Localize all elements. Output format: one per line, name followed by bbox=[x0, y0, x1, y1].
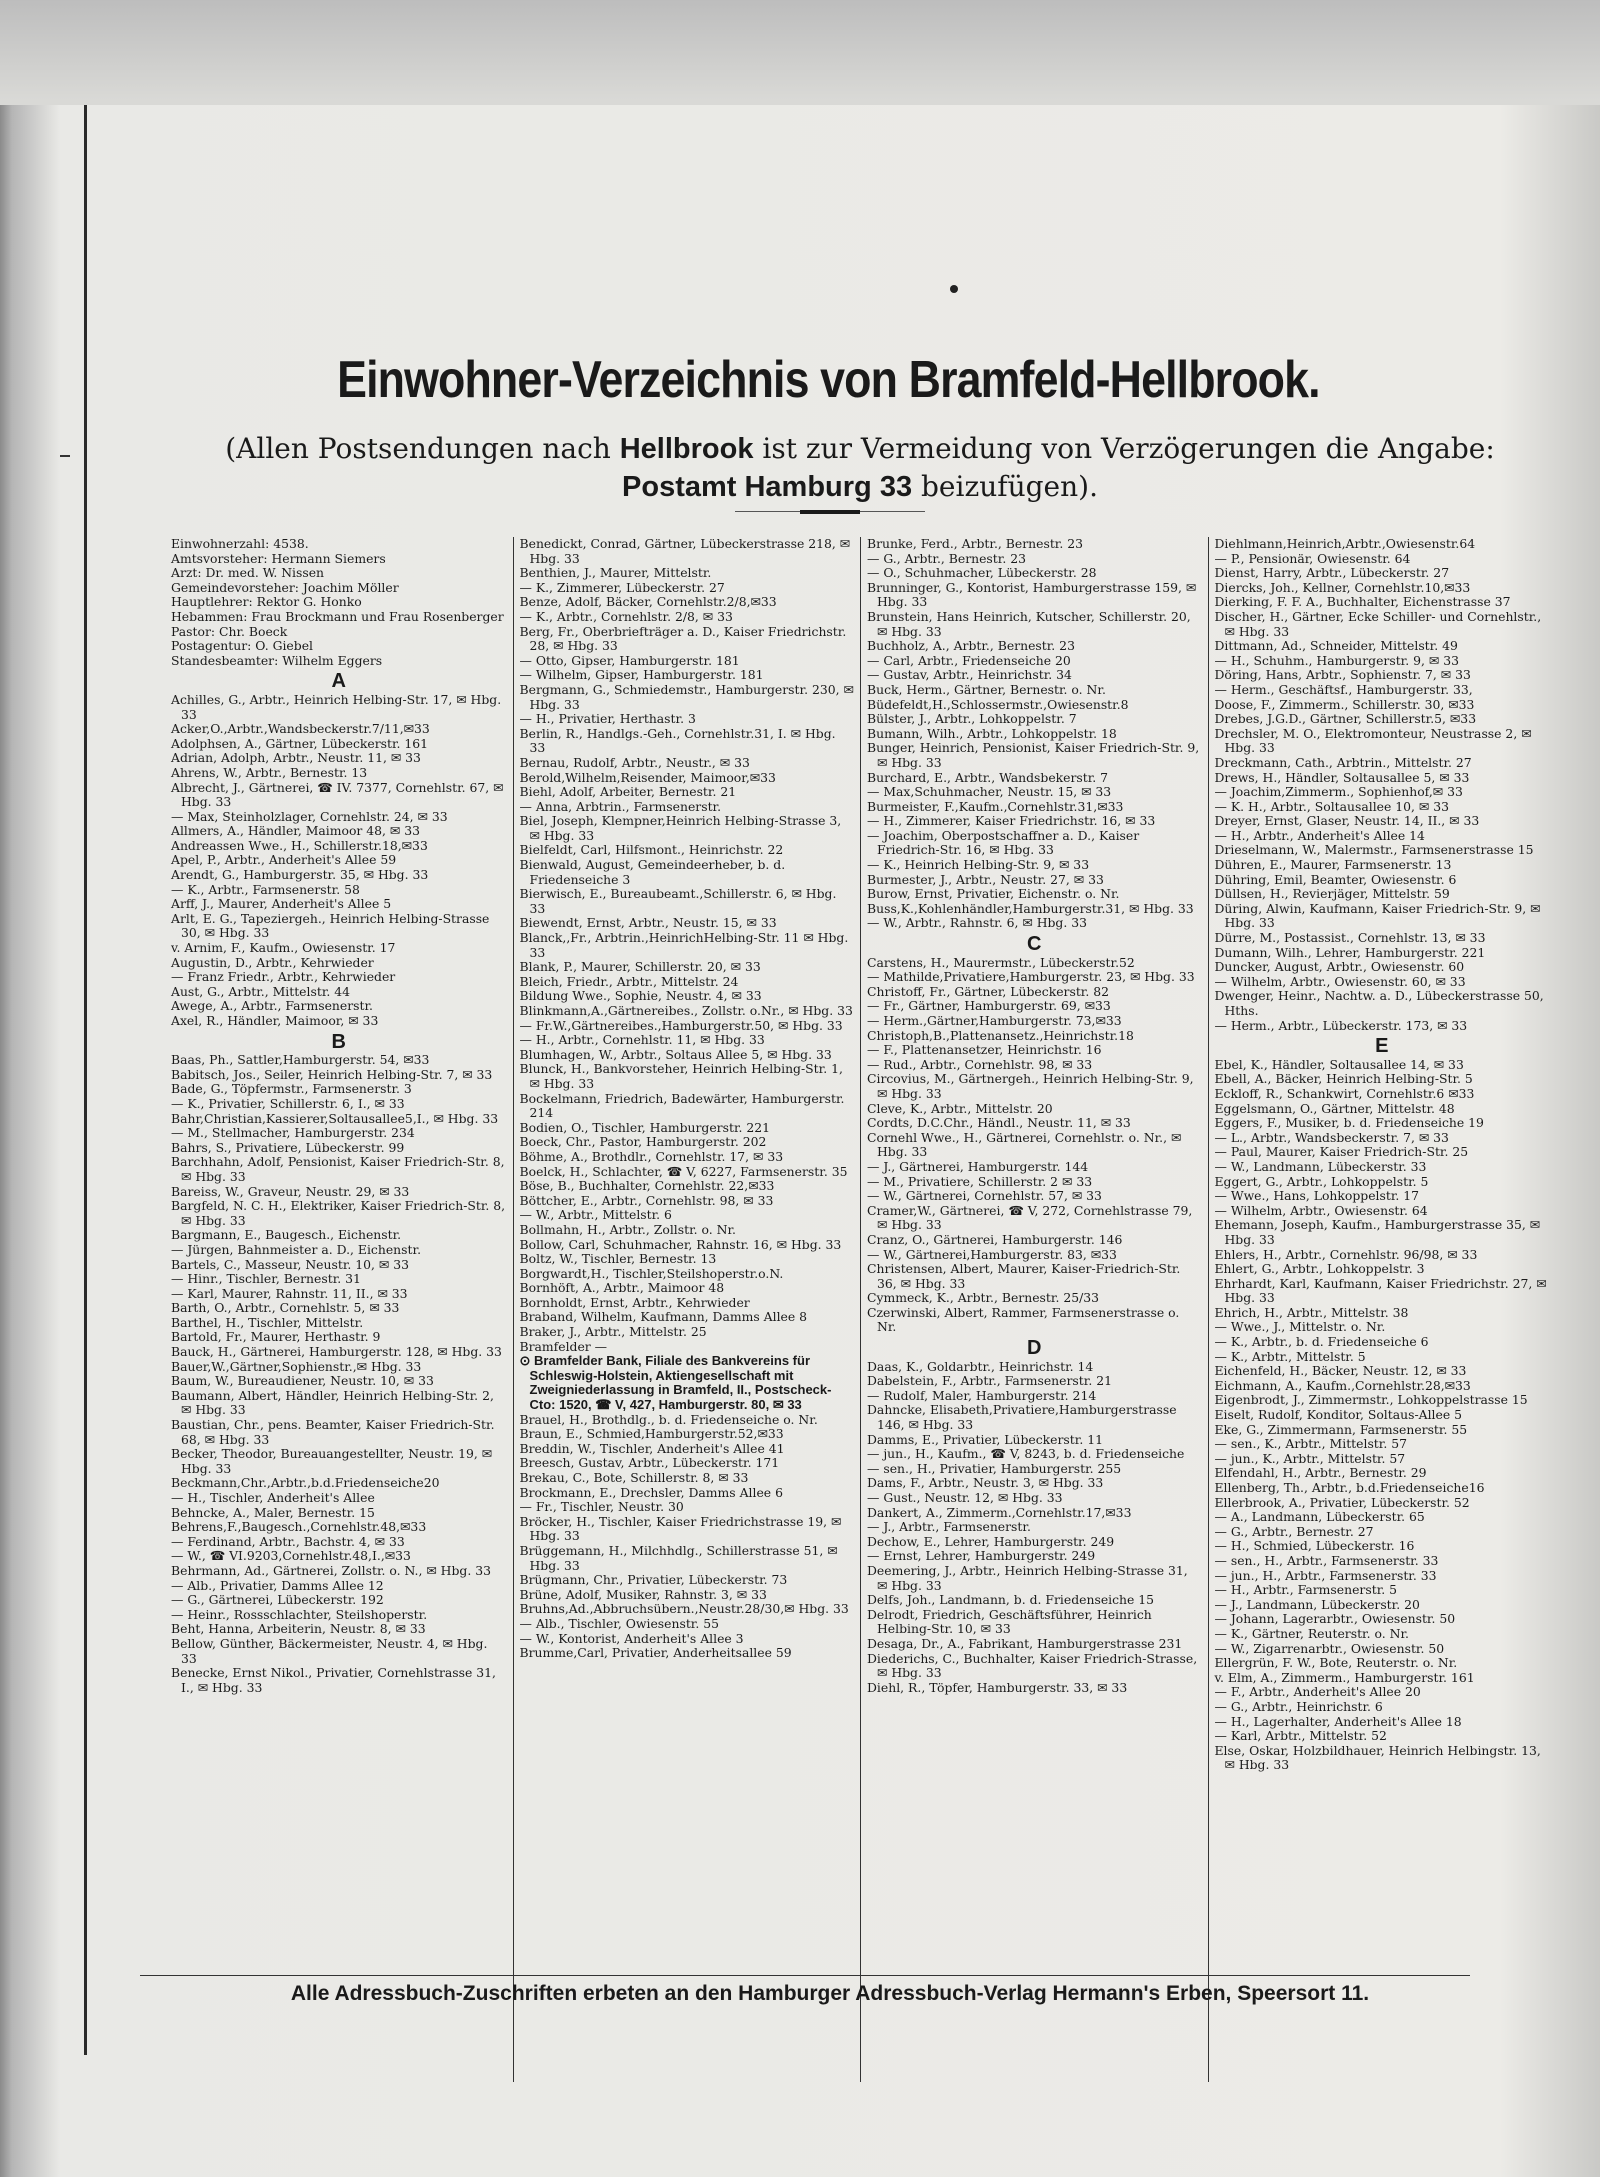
directory-entry: Hauptlehrer: Rektor G. Honko bbox=[171, 594, 362, 610]
subtitle-line2-end: beizufügen). bbox=[921, 470, 1098, 503]
directory-entry: Czerwinski, Albert, Rammer, Farmsenerstrasse o. Nr. bbox=[867, 1304, 1180, 1335]
directory-entry: Bauck, H., Gärtnerei, Hamburgerstr. 128, ✉ Hbg. 33 bbox=[171, 1344, 502, 1360]
directory-entry: Eigenbrodt, J., Zimmermstr., Lohkoppelstrasse 15 bbox=[1214, 1392, 1528, 1408]
directory-entry: — W., ☎ VI.9203,Cornehlstr.48,I.,✉33 bbox=[171, 1548, 411, 1564]
directory-entry: Carstens, H., Maurermstr., Lübeckerstr.52 bbox=[867, 954, 1135, 970]
directory-entry: Drews, H., Händler, Soltausallee 5, ✉ 33 bbox=[1214, 769, 1470, 785]
directory-entry: Eckloff, R., Schankwirt, Cornehlstr.6 ✉33 bbox=[1214, 1085, 1475, 1101]
directory-entry: Ellerbrook, A., Privatier, Lübeckerstr. 52 bbox=[1214, 1494, 1470, 1510]
directory-entry: Bramfelder — bbox=[519, 1338, 608, 1354]
directory-entry: — W., Gärtnerei, Cornehlstr. 57, ✉ 33 bbox=[867, 1188, 1102, 1204]
directory-entry: Ellenberg, Th., Arbtr., b.d.Friedenseiche16 bbox=[1214, 1480, 1485, 1495]
directory-entry: — Herm., Arbtr., Lübeckerstr. 173, ✉ 33 bbox=[1214, 1017, 1468, 1033]
directory-entry: Büdefeldt,H.,Schlossermstr.,Owiesenstr.8 bbox=[867, 696, 1129, 712]
directory-entry: — G., Arbtr., Bernestr. 23 bbox=[867, 550, 1026, 566]
directory-entry: — Rud., Arbtr., Cornehlstr. 98, ✉ 33 bbox=[867, 1056, 1093, 1072]
directory-entry: Adrian, Adolph, Arbtr., Neustr. 11, ✉ 33 bbox=[171, 750, 421, 766]
directory-entry: Eiselt, Rudolf, Konditor, Soltaus-Allee 5 bbox=[1214, 1407, 1463, 1423]
directory-entry: Biewendt, Ernst, Arbtr., Neustr. 15, ✉ 33 bbox=[519, 915, 777, 931]
directory-entry: Braun, E., Schmied,Hamburgerstr.52,✉33 bbox=[519, 1426, 784, 1442]
directory-entry: Ebell, A., Bäcker, Heinrich Helbing-Str. 5 bbox=[1214, 1071, 1473, 1087]
directory-entry: — Gust., Neustr. 12, ✉ Hbg. 33 bbox=[867, 1490, 1063, 1505]
directory-entry: Bröcker, H., Tischler, Kaiser Friedrichstrasse 19, ✉ Hbg. 33 bbox=[519, 1513, 842, 1544]
directory-entry: Dierking, F. F. A., Buchhalter, Eichenstrasse 37 bbox=[1214, 594, 1511, 610]
directory-entry: — Gustav, Arbtr., Heinrichstr. 34 bbox=[867, 667, 1072, 683]
directory-entry: — Paul, Maurer, Kaiser Friedrich-Str. 25 bbox=[1214, 1144, 1469, 1160]
directory-entry: Christensen, Albert, Maurer, Kaiser-Friedrich-Str. 36, ✉ Hbg. 33 bbox=[867, 1261, 1181, 1291]
directory-entry: Benedickt, Conrad, Gärtner, Lübeckerstrasse 218, ✉ Hbg. 33 bbox=[519, 537, 851, 566]
directory-entry: Dittmann, Ad., Schneider, Mittelstr. 49 bbox=[1214, 638, 1458, 654]
directory-entry: v. Elm, A., Zimmerm., Hamburgerstr. 161 bbox=[1214, 1669, 1475, 1685]
directory-entry: — F., Arbtr., Anderheit's Allee 20 bbox=[1214, 1684, 1421, 1700]
directory-entry: — M., Privatiere, Schillerstr. 2 ✉ 33 bbox=[867, 1173, 1093, 1189]
directory-entry: Blinkmann,A.,Gärtnereibes., Zollstr. o.Nr., ✉ Hbg. 33 bbox=[519, 1003, 853, 1018]
directory-entry: — Johann, Lagerarbtr., Owiesenstr. 50 bbox=[1214, 1611, 1456, 1627]
directory-entry: — Max,Schuhmacher, Neustr. 15, ✉ 33 bbox=[867, 784, 1112, 800]
directory-entry: Cramer,W., Gärtnerei, ☎ V, 272, Cornehlstrasse 79, ✉ Hbg. 33 bbox=[867, 1202, 1193, 1233]
page-title: Einwohner-Verzeichnis von Bramfeld-Hellbrook. bbox=[337, 351, 1320, 409]
directory-entry: — M., Stellmacher, Hamburgerstr. 234 bbox=[171, 1125, 415, 1141]
directory-entry: Delfs, Joh., Landmann, b. d. Friedenseiche 15 bbox=[867, 1592, 1155, 1608]
directory-entry: Benze, Adolf, Bäcker, Cornehlstr.2/8,✉33 bbox=[519, 594, 777, 610]
section-letter: A bbox=[331, 670, 346, 693]
directory-entry: — Karl, Arbtr., Mittelstr. 52 bbox=[1214, 1728, 1387, 1744]
directory-entry: Eggert, G., Arbtr., Lohkoppelstr. 5 bbox=[1214, 1173, 1429, 1189]
directory-entry: Borgwardt,H., Tischler,Steilshoperstr.o.N. bbox=[519, 1265, 784, 1281]
directory-entry: — Ferdinand, Arbtr., Bachstr. 4, ✉ 33 bbox=[171, 1533, 405, 1549]
directory-entry: Beckmann,Chr.,Arbtr.,b.d.Friedenseiche20 bbox=[171, 1475, 440, 1491]
directory-entry: — Mathilde,Privatiere,Hamburgerstr. 23, ✉ Hbg. 33 bbox=[867, 969, 1195, 985]
directory-entry: — O., Schuhmacher, Lübeckerstr. 28 bbox=[867, 565, 1097, 581]
directory-column-1 bbox=[165, 537, 513, 2082]
directory-entry: Dahncke, Elisabeth,Privatiere,Hamburgerstrasse 146, ✉ Hbg. 33 bbox=[867, 1402, 1177, 1433]
directory-entry: Eggers, F., Musiker, b. d. Friedenseiche 19 bbox=[1214, 1115, 1484, 1131]
directory-column-3 bbox=[860, 537, 1208, 2082]
directory-entry: — K., Arbtr., Cornehlstr. 2/8, ✉ 33 bbox=[519, 608, 733, 624]
directory-entry: Dumann, Wilh., Lehrer, Hamburgerstr. 221 bbox=[1214, 944, 1486, 960]
section-letter: E bbox=[1375, 1035, 1389, 1058]
directory-entry: Düllsen, H., Revierjäger, Mittelstr. 59 bbox=[1214, 886, 1450, 902]
directory-entry: Acker,O.,Arbtr.,Wandsbeckerstr.7/11,✉33 bbox=[171, 721, 430, 737]
directory-entry: Bahr,Christian,Kassierer,Soltausallee5,I., ✉ Hbg. 33 bbox=[171, 1110, 499, 1126]
directory-entry: — jun., H., Kaufm., ☎ V, 8243, b. d. Friedenseiche bbox=[867, 1446, 1185, 1462]
directory-entry: Brekau, C., Bote, Schillerstr. 8, ✉ 33 bbox=[519, 1470, 749, 1485]
directory-entry: Cranz, O., Gärtnerei, Hamburgerstr. 146 bbox=[867, 1231, 1123, 1247]
directory-entry: — Wilhelm, Arbtr., Owiesenstr. 60, ✉ 33 bbox=[1214, 973, 1466, 989]
directory-entry: Dürre, M., Postassist., Cornehlstr. 13, ✉ 33 bbox=[1214, 930, 1486, 946]
directory-entry: Dreckmann, Cath., Arbtrin., Mittelstr. 27 bbox=[1214, 754, 1472, 770]
directory-entry: — K., Privatier, Schillerstr. 6, I., ✉ 33 bbox=[171, 1095, 405, 1111]
directory-entry: — jun., K., Arbtr., Mittelstr. 57 bbox=[1214, 1450, 1406, 1466]
directory-entry: Bierwisch, E., Bureaubeamt.,Schillerstr. 6, ✉ Hbg. 33 bbox=[519, 886, 837, 916]
directory-entry: Breddin, W., Tischler, Anderheit's Allee 41 bbox=[519, 1440, 785, 1456]
directory-entry: Baumann, Albert, Händler, Heinrich Helbing-Str. 2, ✉ Hbg. 33 bbox=[171, 1387, 494, 1418]
subtitle-line1-start: (Allen Postsendungen nach bbox=[225, 432, 611, 465]
directory-entry: Becker, Theodor, Bureauangestellter, Neustr. 19, ✉ Hbg. 33 bbox=[171, 1446, 493, 1476]
directory-entry: Else, Oskar, Holzbildhauer, Heinrich Helbingstr. 13, ✉ Hbg. 33 bbox=[1214, 1742, 1541, 1773]
directory-entry: Postagentur: O. Giebel bbox=[171, 638, 313, 654]
directory-entry: Christoph,B.,Plattenansetz.,Heinrichstr.18 bbox=[867, 1027, 1134, 1043]
directory-column-4 bbox=[1208, 537, 1556, 2082]
directory-entry: Arff, J., Maurer, Anderheit's Allee 5 bbox=[171, 896, 392, 912]
directory-entry: Bahrs, S., Privatiere, Lübeckerstr. 99 bbox=[171, 1139, 405, 1155]
footer-notice: Alle Adressbuch-Zuschriften erbeten an den Hamburger Adressbuch-Verlag Hermann's Erben, Speersort 11. bbox=[290, 1982, 1370, 2005]
directory-entry: — H., Arbtr., Farmsenerstr. 5 bbox=[1214, 1582, 1398, 1598]
directory-entry: Awege, A., Arbtr., Farmsenerstr. bbox=[171, 998, 373, 1014]
directory-entry: Drebes, J.G.D., Gärtner, Schillerstr.5, ✉33 bbox=[1214, 711, 1477, 727]
directory-entry: Bienwald, August, Gemeindeerheber, b. d. Friedenseiche 3 bbox=[519, 857, 786, 887]
directory-entry: — Franz Friedr., Arbtr., Kehrwieder bbox=[171, 969, 396, 985]
directory-entry: Bareiss, W., Graveur, Neustr. 29, ✉ 33 bbox=[171, 1183, 410, 1199]
directory-entry: — W., Arbtr., Mittelstr. 6 bbox=[519, 1207, 672, 1223]
directory-entry: Brüggemann, H., Milchhdlg., Schillerstrasse 51, ✉ Hbg. 33 bbox=[519, 1542, 838, 1573]
directory-entry: Böttcher, E., Arbtr., Cornehlstr. 98, ✉ 33 bbox=[519, 1192, 774, 1208]
directory-entry: Dühren, E., Maurer, Farmsenerstr. 13 bbox=[1214, 857, 1452, 873]
directory-entry: Brunstein, Hans Heinrich, Kutscher, Schillerstr. 20, ✉ Hbg. 33 bbox=[867, 608, 1191, 639]
directory-entry: — K., Zimmerer, Lübeckerstr. 27 bbox=[519, 579, 725, 595]
directory-entry: Aust, G., Arbtr., Mittelstr. 44 bbox=[171, 983, 351, 999]
directory-entry: Blunck, H., Bankvorsteher, Heinrich Helbing-Str. 1, ✉ Hbg. 33 bbox=[519, 1061, 843, 1091]
directory-entry: Allmers, A., Händler, Maimoor 48, ✉ 33 bbox=[171, 823, 421, 839]
directory-entry: Barchhahn, Adolf, Pensionist, Kaiser Friedrich-Str. 8, ✉ Hbg. 33 bbox=[171, 1154, 505, 1184]
directory-entry: Eggelsmann, O., Gärtner, Mittelstr. 48 bbox=[1214, 1100, 1455, 1116]
directory-entry: Dreyer, Ernst, Glaser, Neustr. 14, II., ✉ 33 bbox=[1214, 813, 1480, 829]
directory-entry: Brauel, H., Brothdlg., b. d. Friedenseiche o. Nr. bbox=[519, 1411, 818, 1427]
directory-entry: Drechsler, M. O., Elektromonteur, Neustrasse 2, ✉ Hbg. 33 bbox=[1214, 725, 1532, 756]
directory-entry: — W., Arbtr., Rahnstr. 6, ✉ Hbg. 33 bbox=[867, 915, 1088, 931]
directory-entry: — Wilhelm, Gipser, Hamburgerstr. 181 bbox=[519, 667, 764, 683]
section-letter: C bbox=[1027, 933, 1042, 956]
directory-entry: Blumhagen, W., Arbtr., Soltaus Allee 5, ✉ Hbg. 33 bbox=[519, 1046, 832, 1062]
directory-entry: Dabelstein, F., Arbtr., Farmsenerstr. 21 bbox=[867, 1373, 1112, 1389]
directory-entry: Bruhns,Ad.,Abbruchsübern.,Neustr.28/30,✉ Hbg. 33 bbox=[519, 1601, 849, 1617]
directory-entry: Diehl, R., Töpfer, Hamburgerstr. 33, ✉ 33 bbox=[867, 1679, 1128, 1695]
directory-entry: — Fr.W.,Gärtnereibes.,Hamburgerstr.50, ✉ Hbg. 33 bbox=[519, 1017, 843, 1033]
directory-entry: Eichmann, A., Kaufm.,Cornehlstr.28,✉33 bbox=[1214, 1377, 1471, 1393]
directory-entry: — Wwe., J., Mittelstr. o. Nr. bbox=[1214, 1319, 1386, 1335]
directory-entry: Arendt, G., Hamburgerstr. 35, ✉ Hbg. 33 bbox=[171, 867, 429, 883]
directory-entry: Ebel, K., Händler, Soltausallee 14, ✉ 33 bbox=[1214, 1056, 1464, 1072]
directory-entry: Discher, H., Gärtner, Ecke Schiller- und Cornehlstr., ✉ Hbg. 33 bbox=[1214, 608, 1542, 639]
directory-entry: — F., Plattenansetzer, Heinrichstr. 16 bbox=[867, 1042, 1102, 1058]
directory-entry: Babitsch, Jos., Seiler, Heinrich Helbing-Str. 7, ✉ 33 bbox=[171, 1066, 493, 1082]
directory-entry: — Hinr., Tischler, Bernestr. 31 bbox=[171, 1271, 361, 1287]
directory-entry: Bernau, Rudolf, Arbtr., Neustr., ✉ 33 bbox=[519, 754, 750, 770]
directory-entry: Braband, Wilhelm, Kaufmann, Damms Allee 8 bbox=[519, 1309, 808, 1325]
directory-entry: — Fr., Tischler, Neustr. 30 bbox=[519, 1499, 684, 1515]
directory-entry: Bodien, O., Tischler, Hamburgerstr. 221 bbox=[519, 1119, 771, 1135]
directory-columns bbox=[165, 537, 1555, 2082]
directory-entry: — Herm., Geschäftsf., Hamburgerstr. 33, bbox=[1214, 681, 1473, 697]
section-letter: D bbox=[1027, 1337, 1042, 1360]
directory-entry: — Wwe., Hans, Lohkoppelstr. 17 bbox=[1214, 1188, 1420, 1204]
directory-entry: — Joachim,Zimmerm., Sophienhof,✉ 33 bbox=[1214, 784, 1463, 800]
directory-entry: Eke, G., Zimmermann, Farmsenerstr. 55 bbox=[1214, 1421, 1468, 1437]
directory-entry: Baum, W., Bureaudiener, Neustr. 10, ✉ 33 bbox=[171, 1373, 434, 1389]
directory-entry: — G., Arbtr., Heinrichstr. 6 bbox=[1214, 1698, 1383, 1714]
directory-entry: Bockelmann, Friedrich, Badewärter, Hamburgerstr. 214 bbox=[519, 1090, 845, 1121]
directory-entry: Christoff, Fr., Gärtner, Lübeckerstr. 82 bbox=[867, 983, 1110, 999]
subtitle-postamt: Postamt Hamburg 33 bbox=[622, 471, 913, 503]
directory-entry: Behrens,F.,Baugesch.,Cornehlstr.48,✉33 bbox=[171, 1519, 427, 1535]
subtitle-hellbrook: Hellbrook bbox=[619, 433, 754, 465]
directory-entry: Cymmeck, K., Arbtr., Bernestr. 25/33 bbox=[867, 1290, 1100, 1306]
directory-entry: Augustin, D., Arbtr., Kehrwieder bbox=[171, 954, 374, 970]
directory-entry: Berg, Fr., Oberbriefträger a. D., Kaiser Friedrichstr. 28, ✉ Hbg. 33 bbox=[519, 623, 847, 654]
directory-entry: Döring, Hans, Arbtr., Sophienstr. 7, ✉ 33 bbox=[1214, 667, 1471, 683]
directory-entry: Cordts, D.C.Chr., Händl., Neustr. 11, ✉ 33 bbox=[867, 1115, 1131, 1131]
directory-entry: Böhme, A., Brothdlr., Cornehlstr. 17, ✉ 33 bbox=[519, 1148, 784, 1164]
directory-entry: Bollmahn, H., Arbtr., Zollstr. o. Nr. bbox=[519, 1221, 736, 1237]
directory-entry: Boelck, H., Schlachter, ☎ V, 6227, Farmsenerstr. 35 bbox=[519, 1163, 848, 1179]
directory-entry: Ellergrün, F. W., Bote, Reuterstr. o. Nr. bbox=[1214, 1655, 1458, 1671]
directory-entry: — H., Zimmerer, Kaiser Friedrichstr. 16, ✉ 33 bbox=[867, 813, 1156, 829]
directory-entry: Ahrens, W., Arbtr., Bernestr. 13 bbox=[171, 764, 368, 780]
directory-entry: Brumme,Carl, Privatier, Anderheitsallee 59 bbox=[519, 1645, 792, 1661]
page-fold-line bbox=[84, 105, 87, 2055]
directory-entry: Burmeister, F.,Kaufm.,Cornehlstr.31,✉33 bbox=[867, 798, 1124, 814]
directory-entry: Amtsvorsteher: Hermann Siemers bbox=[171, 550, 386, 566]
directory-entry: Brüne, Adolf, Musiker, Rahnstr. 3, ✉ 33 bbox=[519, 1586, 767, 1602]
directory-entry: Bellow, Günther, Bäckermeister, Neustr. 4, ✉ Hbg. 33 bbox=[171, 1635, 488, 1666]
directory-entry: Barth, O., Arbtr., Cornehlstr. 5, ✉ 33 bbox=[171, 1300, 400, 1316]
directory-entry: — W., Gärtnerei,Hamburgerstr. 83, ✉33 bbox=[867, 1246, 1117, 1262]
directory-entry: — K., Heinrich Helbing-Str. 9, ✉ 33 bbox=[867, 857, 1090, 873]
directory-entry: — G., Arbtr., Bernestr. 27 bbox=[1214, 1523, 1374, 1539]
directory-entry: Diercks, Joh., Kellner, Cornehlstr.10,✉33 bbox=[1214, 579, 1471, 595]
directory-entry: — W., Kontorist, Anderheit's Allee 3 bbox=[519, 1630, 744, 1646]
directory-entry: — Rudolf, Maler, Hamburgerstr. 214 bbox=[867, 1387, 1097, 1403]
directory-entry: Brunke, Ferd., Arbtr., Bernestr. 23 bbox=[867, 537, 1084, 551]
directory-entry: Bildung Wwe., Sophie, Neustr. 4, ✉ 33 bbox=[519, 988, 762, 1004]
directory-entry: Hebammen: Frau Brockmann und Frau Rosenberger bbox=[171, 608, 504, 624]
directory-entry: Arzt: Dr. med. W. Nissen bbox=[171, 565, 325, 581]
directory-entry: Barthel, H., Tischler, Mittelstr. bbox=[171, 1314, 364, 1330]
directory-entry: Beht, Hanna, Arbeiterin, Neustr. 8, ✉ 33 bbox=[171, 1621, 426, 1637]
directory-entry: — H., Arbtr., Anderheit's Allee 14 bbox=[1214, 827, 1425, 843]
directory-entry: Burow, Ernst, Privatier, Eichenstr. o. Nr. bbox=[867, 886, 1120, 902]
directory-entry: Brügmann, Chr., Privatier, Lübeckerstr. 73 bbox=[519, 1572, 788, 1588]
directory-entry: Gemeindevorsteher: Joachim Möller bbox=[171, 579, 399, 595]
margin-tick bbox=[60, 455, 70, 457]
divider-bold bbox=[800, 510, 860, 514]
directory-entry: — K., Arbtr., Farmsenerstr. 58 bbox=[171, 881, 360, 897]
section-letter: B bbox=[331, 1030, 346, 1053]
directory-entry: Dühring, Emil, Beamter, Owiesenstr. 6 bbox=[1214, 871, 1457, 887]
directory-entry: — Heinr., Rossschlachter, Steilshoperstr. bbox=[171, 1606, 428, 1622]
directory-entry: — sen., K., Arbtr., Mittelstr. 57 bbox=[1214, 1436, 1407, 1452]
directory-entry: Bartold, Fr., Maurer, Herthastr. 9 bbox=[171, 1329, 381, 1345]
directory-entry: Desaga, Dr., A., Fabrikant, Hamburgerstrasse 231 bbox=[867, 1635, 1183, 1651]
directory-entry: Bornhöft, A., Arbtr., Maimoor 48 bbox=[519, 1280, 725, 1296]
directory-entry: — Fr., Gärtner, Hamburgerstr. 69, ✉33 bbox=[867, 998, 1111, 1014]
directory-entry: — G., Gärtnerei, Lübeckerstr. 192 bbox=[171, 1592, 384, 1608]
directory-entry: — Alb., Privatier, Damms Allee 12 bbox=[171, 1577, 384, 1593]
directory-entry: Cleve, K., Arbtr., Mittelstr. 20 bbox=[867, 1100, 1053, 1116]
directory-entry: Adolphsen, A., Gärtner, Lübeckerstr. 161 bbox=[171, 735, 429, 751]
directory-entry: — sen., H., Privatier, Hamburgerstr. 255 bbox=[867, 1460, 1122, 1476]
directory-entry: Diehlmann,Heinrich,Arbtr.,Owiesenstr.64 bbox=[1214, 537, 1476, 551]
directory-entry: — Karl, Maurer, Rahnstr. 11, II., ✉ 33 bbox=[171, 1285, 408, 1301]
directory-entry: Bleich, Friedr., Arbtr., Mittelstr. 24 bbox=[519, 973, 739, 989]
directory-entry: Böse, B., Buchhalter, Cornehlstr. 22,✉33 bbox=[519, 1178, 775, 1194]
directory-entry: Cornehl Wwe., H., Gärtnerei, Cornehlstr. o. Nr., ✉ Hbg. 33 bbox=[867, 1129, 1182, 1160]
directory-entry: — A., Landmann, Lübeckerstr. 65 bbox=[1214, 1509, 1425, 1525]
directory-entry: Behrmann, Ad., Gärtnerei, Zollstr. o. N., ✉ Hbg. 33 bbox=[171, 1562, 491, 1578]
directory-entry: Arlt, E. G., Tapeziergeh., Heinrich Helbing-Strasse 30, ✉ Hbg. 33 bbox=[171, 910, 490, 941]
directory-entry: — J., Arbtr., Farmsenerstr. bbox=[867, 1519, 1031, 1535]
directory-entry: — K. H., Arbtr., Soltausallee 10, ✉ 33 bbox=[1214, 798, 1450, 814]
directory-column-2 bbox=[513, 537, 861, 2082]
bank-advertisement: ⊙ Bramfelder Bank, Filiale des Bankvereins für Schleswig-Holstein, Aktiengesellschaft mit Zweigniederlassung in Bramfeld, II., Postscheck-Cto: 1520, ☎ V, 427, Hamburgerstr. 80, ✉ 33 bbox=[519, 1353, 832, 1413]
directory-entry: Braker, J., Arbtr., Mittelstr. 25 bbox=[519, 1324, 707, 1340]
directory-entry: — L., Arbtr., Wandsbeckerstr. 7, ✉ 33 bbox=[1214, 1129, 1449, 1145]
directory-entry: Bollow, Carl, Schuhmacher, Rahnstr. 16, ✉ Hbg. 33 bbox=[519, 1236, 842, 1252]
directory-entry: Bartels, C., Masseur, Neustr. 10, ✉ 33 bbox=[171, 1256, 409, 1272]
directory-entry: Axel, R., Händler, Maimoor, ✉ 33 bbox=[171, 1013, 379, 1028]
directory-entry: — Ernst, Lehrer, Hamburgerstr. 249 bbox=[867, 1548, 1096, 1564]
directory-entry: Benecke, Ernst Nikol., Privatier, Cornehlstrasse 31, I., ✉ Hbg. 33 bbox=[171, 1665, 496, 1695]
directory-entry: Achilles, G., Arbtr., Heinrich Helbing-Str. 17, ✉ Hbg. 33 bbox=[171, 691, 502, 722]
directory-entry: Biehl, Adolf, Arbeiter, Bernestr. 21 bbox=[519, 784, 737, 800]
directory-entry: — Anna, Arbtrin., Farmsenerstr. bbox=[519, 798, 722, 814]
directory-entry: Boeck, Chr., Pastor, Hamburgerstr. 202 bbox=[519, 1134, 767, 1150]
directory-entry: Ehrhardt, Karl, Kaufmann, Kaiser Friedrichstr. 27, ✉ Hbg. 33 bbox=[1214, 1275, 1547, 1306]
bullet-dot bbox=[950, 285, 958, 293]
directory-entry: Dienst, Harry, Arbtr., Lübeckerstr. 27 bbox=[1214, 565, 1450, 581]
directory-entry: — Jürgen, Bahnmeister a. D., Eichenstr. bbox=[171, 1241, 422, 1257]
footer-rule bbox=[140, 1975, 1470, 1976]
directory-entry: — K., Arbtr., Mittelstr. 5 bbox=[1214, 1348, 1366, 1364]
directory-entry: Drieselmann, W., Malermstr., Farmsenerstrasse 15 bbox=[1214, 842, 1534, 858]
directory-entry: — sen., H., Arbtr., Farmsenerstr. 33 bbox=[1214, 1552, 1439, 1568]
directory-entry: Bülster, J., Arbtr., Lohkoppelstr. 7 bbox=[867, 711, 1077, 727]
directory-entry: Dechow, E., Lehrer, Hamburgerstr. 249 bbox=[867, 1533, 1115, 1549]
directory-entry: — K., Gärtner, Reuterstr. o. Nr. bbox=[1214, 1625, 1409, 1641]
directory-entry: Berold,Wilhelm,Reisender, Maimoor,✉33 bbox=[519, 769, 776, 785]
directory-entry: Breesch, Gustav, Arbtr., Lübeckerstr. 171 bbox=[519, 1455, 780, 1471]
directory-entry: Damms, E., Privatier, Lübeckerstr. 11 bbox=[867, 1431, 1103, 1447]
directory-entry: Bornholdt, Ernst, Arbtr., Kehrwieder bbox=[519, 1294, 750, 1310]
directory-entry: Boltz, W., Tischler, Bernestr. 13 bbox=[519, 1251, 717, 1267]
subtitle-line1-end: ist zur Vermeidung von Verzögerungen die Angabe: bbox=[762, 432, 1495, 465]
directory-entry: — H., Arbtr., Cornehlstr. 11, ✉ Hbg. 33 bbox=[519, 1032, 765, 1048]
directory-entry: — Herm.,Gärtner,Hamburgerstr. 73,✉33 bbox=[867, 1013, 1122, 1028]
directory-entry: Eichenfeld, H., Bäcker, Neustr. 12, ✉ 33 bbox=[1214, 1363, 1467, 1379]
directory-entry: — P., Pensionär, Owiesenstr. 64 bbox=[1214, 550, 1411, 566]
directory-entry: — H., Lagerhalter, Anderheit's Allee 18 bbox=[1214, 1713, 1462, 1729]
directory-entry: Ehrich, H., Arbtr., Mittelstr. 38 bbox=[1214, 1304, 1409, 1320]
directory-entry: Biel, Joseph, Klempner,Heinrich Helbing-Strasse 3, ✉ Hbg. 33 bbox=[519, 813, 842, 843]
directory-entry: Bergmann, G., Schmiedemstr., Hamburgerstr. 230, ✉ Hbg. 33 bbox=[519, 681, 854, 712]
directory-entry: Buchholz, A., Arbtr., Bernestr. 23 bbox=[867, 638, 1075, 654]
directory-entry: Bunger, Heinrich, Pensionist, Kaiser Friedrich-Str. 9, ✉ Hbg. 33 bbox=[867, 740, 1200, 770]
top-shadow bbox=[0, 0, 1600, 105]
directory-entry: Burmester, J., Arbtr., Neustr. 27, ✉ 33 bbox=[867, 871, 1104, 887]
directory-entry: — Max, Steinholzlager, Cornehlstr. 24, ✉ 33 bbox=[171, 808, 448, 824]
directory-entry: — J., Gärtnerei, Hamburgerstr. 144 bbox=[867, 1158, 1089, 1174]
directory-entry: Einwohnerzahl: 4538. bbox=[171, 537, 309, 551]
directory-entry: Bargmann, E., Baugesch., Eichenstr. bbox=[171, 1227, 402, 1243]
directory-entry: Andreassen Wwe., H., Schillerstr.18,✉33 bbox=[171, 837, 428, 853]
directory-entry: — H., Schmied, Lübeckerstr. 16 bbox=[1214, 1538, 1415, 1554]
directory-entry: Standesbeamter: Wilhelm Eggers bbox=[171, 652, 383, 668]
directory-entry: Burchard, E., Arbtr., Wandsbekerstr. 7 bbox=[867, 769, 1109, 785]
directory-entry: Duncker, August, Arbtr., Owiesenstr. 60 bbox=[1214, 959, 1465, 975]
directory-entry: Baas, Ph., Sattler,Hamburgerstr. 54, ✉33 bbox=[171, 1052, 430, 1068]
directory-entry: — Carl, Arbtr., Friedenseiche 20 bbox=[867, 652, 1071, 668]
directory-entry: Buck, Herm., Gärtner, Bernestr. o. Nr. bbox=[867, 681, 1106, 697]
directory-entry: — J., Landmann, Lübeckerstr. 20 bbox=[1214, 1596, 1420, 1612]
directory-entry: Pastor: Chr. Boeck bbox=[171, 623, 288, 639]
directory-entry: Brockmann, E., Drechsler, Damms Allee 6 bbox=[519, 1484, 783, 1500]
directory-entry: Behncke, A., Maler, Bernestr. 15 bbox=[171, 1504, 375, 1520]
directory-entry: — K., Arbtr., b. d. Friedenseiche 6 bbox=[1214, 1334, 1429, 1350]
directory-entry: Bumann, Wilh., Arbtr., Lohkoppelstr. 18 bbox=[867, 725, 1117, 741]
directory-entry: Berlin, R., Handlgs.-Geh., Cornehlstr.31, I. ✉ Hbg. 33 bbox=[519, 725, 836, 756]
directory-entry: — H., Tischler, Anderheit's Allee bbox=[171, 1490, 375, 1505]
directory-entry: Blanck,,Fr., Arbtrin.,HeinrichHelbing-Str. 11 ✉ Hbg. 33 bbox=[519, 930, 849, 960]
directory-entry: Delrodt, Friedrich, Geschäftsführer, Heinrich Helbing-Str. 10, ✉ 33 bbox=[867, 1606, 1152, 1637]
directory-entry: — Otto, Gipser, Hamburgerstr. 181 bbox=[519, 652, 740, 668]
directory-entry: Albrecht, J., Gärtnerei, ☎ IV. 7377, Cornehlstr. 67, ✉ Hbg. 33 bbox=[171, 779, 504, 810]
directory-entry: Dams, F., Arbtr., Neustr. 3, ✉ Hbg. 33 bbox=[867, 1475, 1104, 1491]
directory-entry: Bade, G., Töpfermstr., Farmsenerstr. 3 bbox=[171, 1081, 412, 1097]
directory-entry: Daas, K., Goldarbtr., Heinrichstr. 14 bbox=[867, 1358, 1094, 1374]
directory-entry: Doose, F., Zimmerm., Schillerstr. 30, ✉33 bbox=[1214, 696, 1475, 712]
directory-entry: Baustian, Chr., pens. Beamter, Kaiser Friedrich-Str. 68, ✉ Hbg. 33 bbox=[171, 1417, 495, 1447]
directory-entry: Ehemann, Joseph, Kaufm., Hamburgerstrasse 35, ✉ Hbg. 33 bbox=[1214, 1217, 1541, 1247]
directory-entry: Deemering, J., Arbtr., Heinrich Helbing-Strasse 31, ✉ Hbg. 33 bbox=[867, 1562, 1188, 1593]
directory-entry: Circovius, M., Gärtnergeh., Heinrich Helbing-Str. 9, ✉ Hbg. 33 bbox=[867, 1071, 1194, 1101]
directory-entry: Brunninger, G., Kontorist, Hamburgerstrasse 159, ✉ Hbg. 33 bbox=[867, 579, 1197, 610]
directory-entry: — Wilhelm, Arbtr., Owiesenstr. 64 bbox=[1214, 1202, 1428, 1218]
directory-entry: Bielfeldt, Carl, Hilfsmont., Heinrichstr. 22 bbox=[519, 842, 784, 858]
directory-entry: Apel, P., Arbtr., Anderheit's Allee 59 bbox=[171, 852, 397, 868]
directory-entry: — W., Zigarrenarbtr., Owiesenstr. 50 bbox=[1214, 1640, 1445, 1656]
directory-entry: Buss,K.,Kohlenhändler,Hamburgerstr.31, ✉ Hbg. 33 bbox=[867, 900, 1194, 916]
directory-entry: Bargfeld, N. C. H., Elektriker, Kaiser Friedrich-Str. 8, ✉ Hbg. 33 bbox=[171, 1198, 506, 1228]
directory-entry: Benthien, J., Maurer, Mittelstr. bbox=[519, 565, 712, 581]
directory-entry: Düring, Alwin, Kaufmann, Kaiser Friedrich-Str. 9, ✉ Hbg. 33 bbox=[1214, 900, 1541, 931]
directory-entry: — Alb., Tischler, Owiesenstr. 55 bbox=[519, 1615, 720, 1631]
directory-entry: — H., Schuhm., Hamburgerstr. 9, ✉ 33 bbox=[1214, 652, 1459, 668]
directory-entry: Blank, P., Maurer, Schillerstr. 20, ✉ 33 bbox=[519, 959, 761, 975]
directory-entry: Diederichs, C., Buchhalter, Kaiser Friedrich-Strasse, ✉ Hbg. 33 bbox=[867, 1650, 1198, 1681]
directory-entry: Ehlert, G., Arbtr., Lohkoppelstr. 3 bbox=[1214, 1261, 1425, 1277]
directory-entry: Dankert, A., Zimmerm.,Cornehlstr.17,✉33 bbox=[867, 1504, 1132, 1520]
directory-entry: — Joachim, Oberpostschaffner a. D., Kaiser Friedrich-Str. 16, ✉ Hbg. 33 bbox=[867, 827, 1140, 858]
directory-entry: Ehlers, H., Arbtr., Cornehlstr. 96/98, ✉ 33 bbox=[1214, 1246, 1478, 1262]
directory-entry: — H., Privatier, Herthastr. 3 bbox=[519, 711, 696, 727]
directory-entry: Dwenger, Heinr., Nachtw. a. D., Lübeckerstrasse 50, Hths. bbox=[1214, 988, 1544, 1018]
directory-entry: — jun., H., Arbtr., Farmsenerstr. 33 bbox=[1214, 1567, 1437, 1583]
directory-entry: — W., Landmann, Lübeckerstr. 33 bbox=[1214, 1158, 1427, 1174]
directory-entry: v. Arnim, F., Kaufm., Owiesenstr. 17 bbox=[171, 940, 396, 956]
page-subtitle bbox=[155, 430, 1565, 506]
document-page bbox=[95, 105, 1585, 2065]
directory-entry: Bauer,W.,Gärtner,Sophienstr.,✉ Hbg. 33 bbox=[171, 1358, 422, 1374]
directory-entry: Elfendahl, H., Arbtr., Bernestr. 29 bbox=[1214, 1465, 1427, 1481]
